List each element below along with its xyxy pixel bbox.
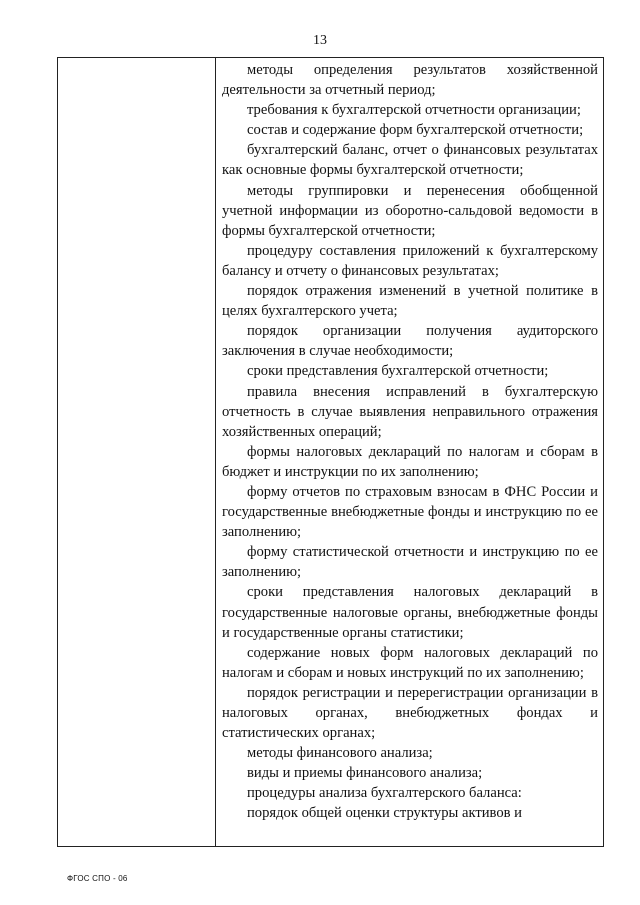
list-item: состав и содержание форм бухгалтерской отчетности; bbox=[247, 122, 584, 139]
list-item: методы группировки и перенесения обобщенной учетной информации из оборотно-сальдовой ведомости в формы бухгалтерской отчетности; bbox=[222, 182, 598, 239]
list-item: порядок общей оценки структуры активов и bbox=[247, 805, 522, 822]
document-table bbox=[57, 57, 604, 847]
page-number: 13 bbox=[313, 33, 327, 48]
table-right-column bbox=[216, 58, 603, 846]
list-item: порядок организации получения аудиторского заключения в случае необходимости; bbox=[222, 323, 598, 360]
list-item: методы финансового анализа; bbox=[247, 745, 433, 762]
list-item: сроки представления бухгалтерской отчетности; bbox=[247, 363, 549, 380]
list-item: сроки представления налоговых деклараций в государственные налоговые органы, внебюджетные фонды и государственные органы статистики; bbox=[222, 584, 598, 641]
list-item: формы налоговых деклараций по налогам и сборам в бюджет и инструкции по их заполнению; bbox=[222, 443, 598, 480]
list-item: процедуры анализа бухгалтерского баланса: bbox=[247, 785, 522, 802]
list-item: бухгалтерский баланс, отчет о финансовых результатах как основные формы бухгалтерской отчетности; bbox=[222, 142, 598, 179]
list-item: порядок регистрации и перерегистрации организации в налоговых органах, внебюджетных фондах и статистических органах; bbox=[222, 684, 598, 742]
list-item: виды и приемы финансового анализа; bbox=[247, 765, 483, 782]
list-item: форму отчетов по страховым взносам в ФНС России и государственные внебюджетные фонды и инструкцию по ее заполнению; bbox=[222, 483, 598, 541]
list-item: требования к бухгалтерской отчетности организации; bbox=[247, 102, 581, 119]
table-left-column bbox=[58, 58, 216, 846]
footer-code: ФГОС СПО - 06 bbox=[67, 874, 128, 883]
list-item: методы определения результатов хозяйственной деятельности за отчетный период; bbox=[222, 62, 598, 99]
list-item: форму статистической отчетности и инструкцию по ее заполнению; bbox=[222, 544, 598, 581]
list-item: процедуру составления приложений к бухгалтерскому балансу и отчету о финансовых результатах; bbox=[222, 242, 598, 279]
list-item: содержание новых форм налоговых деклараций по налогам и сборам и новых инструкций по их заполнению; bbox=[222, 644, 598, 681]
list-item: порядок отражения изменений в учетной политике в целях бухгалтерского учета; bbox=[222, 283, 598, 320]
list-item: правила внесения исправлений в бухгалтерскую отчетность в случае выявления неправильного отражения хозяйственных операций; bbox=[222, 383, 598, 440]
